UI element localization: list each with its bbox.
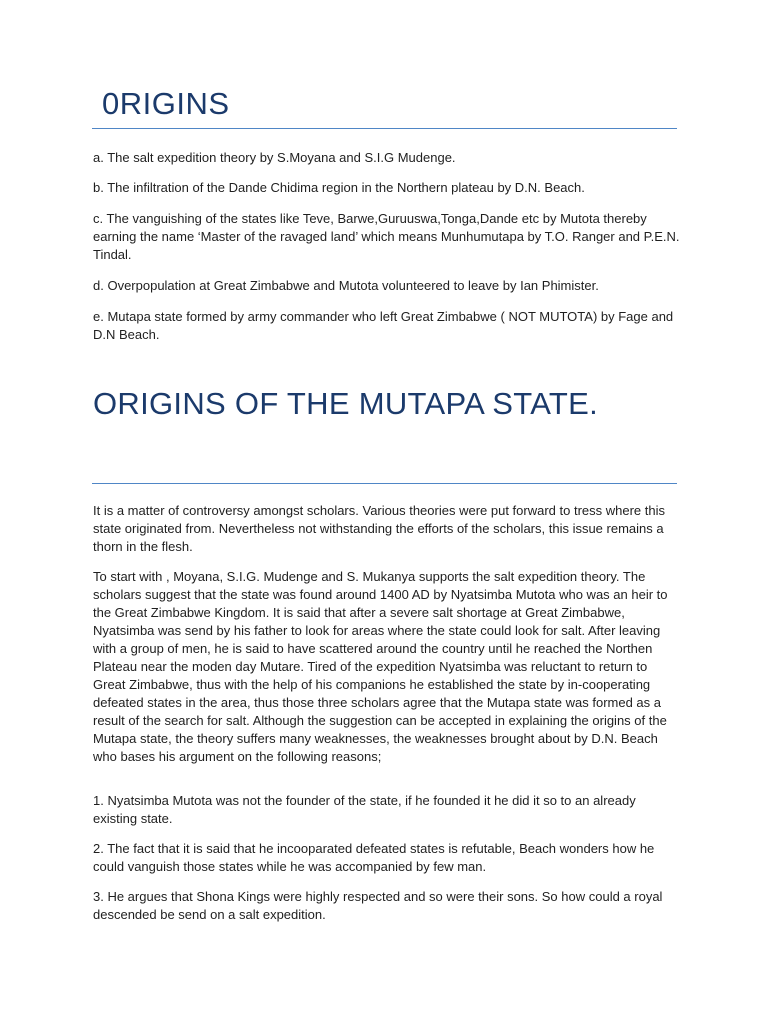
origin-theory-e: e. Mutapa state formed by army commander who left Great Zimbabwe ( NOT MUTOTA) by Fage and D.N Beach. — [93, 309, 674, 342]
origin-theory-b: b. The infiltration of the Dande Chidima region in the Northern plateau by D.N. Beach. — [93, 180, 585, 195]
salt-expedition-paragraph: To start with , Moyana, S.I.G. Mudenge and S. Mukanya supports the salt expedition theory. The scholars suggest that the state was found around 1400 AD by Nyatsimba Mutota who was an heir to the Great Zimbabwe Kingdom. It is said that after a severe salt shortage at Great Zimbabwe, Nyatsimba was send by his father to look for areas where the state could look for salt. After leaving with a group of men, he is said to have scattered around the country until he reached the Northen Plateau near the moden day Mutare. Tired of the expedition Nyatsimba was reluctant to return to Great Zimbabwe, thus with the help of his companions he established the state by in-cooperating defeated states in the area, thus those three scholars agree that the Mutapa state was formed as a result of the search for salt. Although the suggestion can be accepted in explaining the origins of the Mutapa state, the theory suffers many weaknesses, the weaknesses brought about by D.N. Beach who bases his argument on the following reasons; — [93, 569, 668, 764]
intro-paragraph: It is a matter of controversy amongst scholars. Various theories were put forward to tress where this state originated from. Nevertheless not withstanding the efforts of the scholars, this issue remains a thorn in the flesh. — [93, 503, 665, 554]
origins-heading: 0RIGINS — [102, 86, 230, 121]
mutapa-origins-heading: ORIGINS OF THE MUTAPA STATE. — [93, 386, 599, 421]
origin-theory-a: a. The salt expedition theory by S.Moyana and S.I.G Mudenge. — [93, 150, 456, 165]
origin-theory-d: d. Overpopulation at Great Zimbabwe and Mutota volunteered to leave by Ian Phimister. — [93, 278, 599, 293]
beach-reason-3: 3. He argues that Shona Kings were highly respected and so were their sons. So how could a royal descended be send on a salt expedition. — [93, 889, 663, 922]
section-divider — [92, 483, 677, 484]
heading-divider — [92, 128, 677, 129]
origin-theory-c: c. The vanguishing of the states like Teve, Barwe,Guruuswa,Tonga,Dande etc by Mutota thereby earning the name ‘Master of the ravaged land’ which means Munhumutapa by T.O. Ranger and P.E.N. Tindal. — [93, 211, 680, 262]
beach-reason-1: 1. Nyatsimba Mutota was not the founder of the state, if he founded it he did it so to an already existing state. — [93, 793, 636, 826]
beach-reason-2: 2. The fact that it is said that he incooparated defeated states is refutable, Beach wonders how he could vanguish those states while he was accompanied by few man. — [93, 841, 655, 874]
